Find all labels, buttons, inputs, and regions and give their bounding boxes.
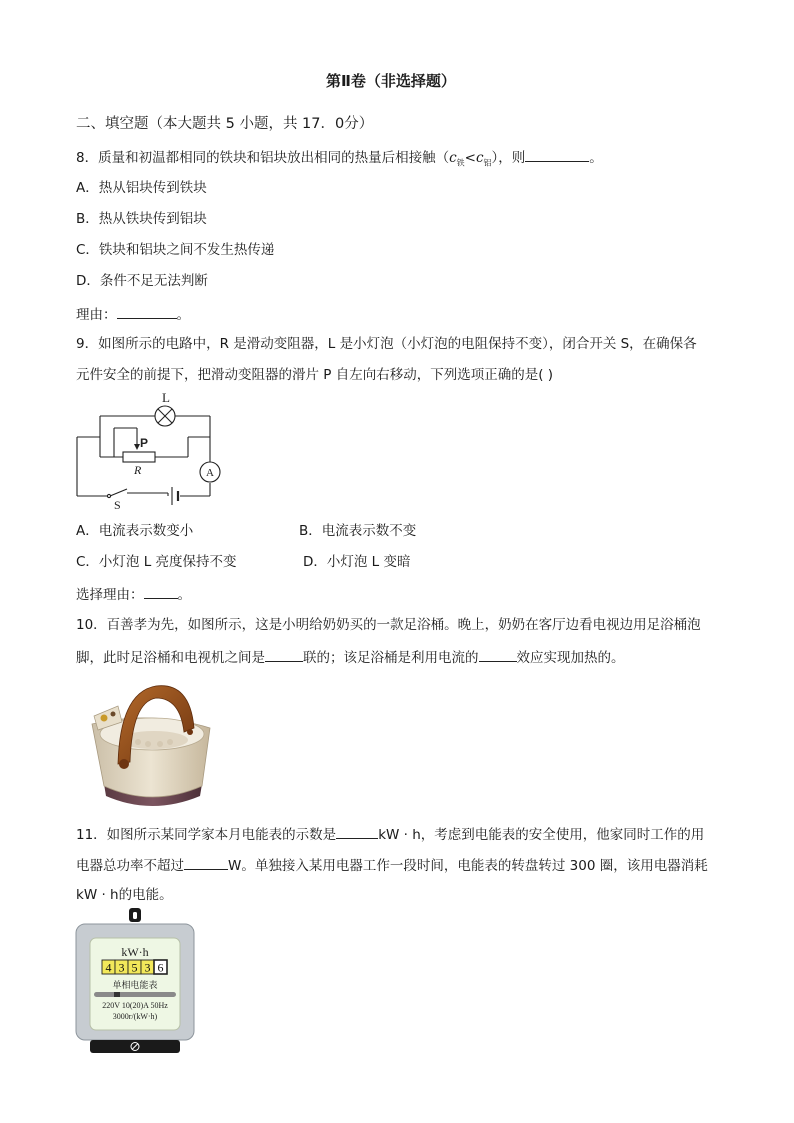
q10-text-b: 联的；该足浴桶是利用电流的 xyxy=(303,650,479,666)
q11-blank-power[interactable] xyxy=(184,855,228,870)
q9-reason-end: 。 xyxy=(177,587,191,603)
meter-digit: 5 xyxy=(131,960,138,975)
q9-reason xyxy=(76,584,191,604)
q8-option-a: A．热从铝块传到铁块 xyxy=(76,180,207,196)
q9-option-b: B．电流表示数不变 xyxy=(299,523,417,539)
q11-electricity-meter xyxy=(74,908,196,1058)
q10-stem-line1: 10．百善孝为先，如图所示，这是小明给奶奶买的一款足浴桶。晚上，奶奶在客厅边看电视边用足浴桶泡 xyxy=(76,617,701,633)
q11-stem-line3: kW · h的电能。 xyxy=(76,887,173,903)
q11-stem-line2 xyxy=(76,855,708,875)
section-heading: 二、填空题（本大题共 5 小题，共 17．0分） xyxy=(76,116,374,132)
q10-text-c: 效应实现加热的。 xyxy=(516,650,625,666)
q9-reason-label: 选择理由： xyxy=(76,587,144,603)
q9-label-r: R xyxy=(134,463,142,477)
q8-sub-al: 铝 xyxy=(483,158,492,168)
q8-stem xyxy=(76,147,603,173)
q8-reason-label: 理由： xyxy=(76,307,117,323)
q8-reason-blank[interactable] xyxy=(117,304,177,319)
q8-reason xyxy=(76,304,190,324)
q8-option-d: D．条件不足无法判断 xyxy=(76,273,208,289)
q8-option-c: C．铁块和铝块之间不发生热传递 xyxy=(76,242,275,258)
q8-c-al: c xyxy=(475,150,484,166)
q9-option-d: D．小灯泡 L 变暗 xyxy=(303,554,411,570)
q9-stem-line2: 元件安全的前提下，把滑动变阻器的滑片 P 自左向右移动，下列选项正确的是( ) xyxy=(76,367,554,383)
meter-unit: kW·h xyxy=(121,945,149,959)
q9-label-s: S xyxy=(114,498,121,512)
q9-option-a: A．电流表示数变小 xyxy=(76,523,194,539)
q9-label-p: P xyxy=(140,436,149,450)
q8-c-iron: c xyxy=(449,150,457,166)
q8-sub-iron: 铁 xyxy=(456,158,465,168)
q8-stem-end: 。 xyxy=(589,150,603,166)
q8-option-b: B．热从铁块传到铝块 xyxy=(76,211,207,227)
q11-text-a: 11．如图所示某同学家本月电能表的示数是 xyxy=(76,827,337,843)
meter-revolutions: 3000r/(kW·h) xyxy=(112,1012,158,1021)
q10-stem-line2 xyxy=(76,647,625,667)
meter-name: 单相电能表 xyxy=(112,981,158,991)
q10-blank-2[interactable] xyxy=(479,647,517,662)
q8-answer-blank[interactable] xyxy=(525,147,589,162)
page-title: 第Ⅱ卷（非选择题） xyxy=(326,72,456,90)
q9-switch xyxy=(107,489,127,498)
q9-battery xyxy=(172,487,178,505)
q11-text-c: 电器总功率不超过 xyxy=(76,858,184,874)
q9-circuit-diagram xyxy=(70,390,230,512)
q9-rheostat xyxy=(123,452,155,462)
meter-digit: 4 xyxy=(105,960,112,975)
meter-digit: 3 xyxy=(144,960,151,975)
q10-text-a: 脚，此时足浴桶和电视机之间是 xyxy=(76,650,265,666)
q9-label-a: A xyxy=(206,467,214,479)
q11-text-b: kW · h，考虑到电能表的安全使用，他家同时工作的用 xyxy=(378,827,705,843)
meter-digit: 3 xyxy=(118,960,125,975)
q8-less-than: < xyxy=(464,150,476,166)
q11-blank-reading[interactable] xyxy=(336,824,378,839)
q9-option-c: C．小灯泡 L 亮度保持不变 xyxy=(76,554,237,570)
q9-label-l: L xyxy=(162,390,170,405)
q10-blank-1[interactable] xyxy=(265,647,303,662)
q8-stem-mid: ），则 xyxy=(491,150,526,166)
q10-foot-bath-image xyxy=(82,672,222,810)
q9-reason-blank[interactable] xyxy=(144,584,178,599)
q9-stem-line1: 9．如图所示的电路中，R 是滑动变阻器，L 是小灯泡（小灯泡的电阻保持不变），闭合开关 S，在确保各 xyxy=(76,336,697,352)
q9-lamp xyxy=(155,406,175,426)
meter-digit: 6 xyxy=(157,960,164,975)
q11-stem-line1 xyxy=(76,824,704,844)
q11-text-d: W。单独接入某用电器工作一段时间，电能表的转盘转过 300 圈，该用电器消耗 xyxy=(228,858,708,874)
q8-stem-prefix: 8．质量和初温都相同的铁块和铝块放出相同的热量后相接触（ xyxy=(76,150,450,166)
q8-reason-end: 。 xyxy=(176,307,190,323)
meter-spec: 220V 10(20)A 50Hz xyxy=(102,1001,168,1010)
meter-disc xyxy=(94,992,176,997)
